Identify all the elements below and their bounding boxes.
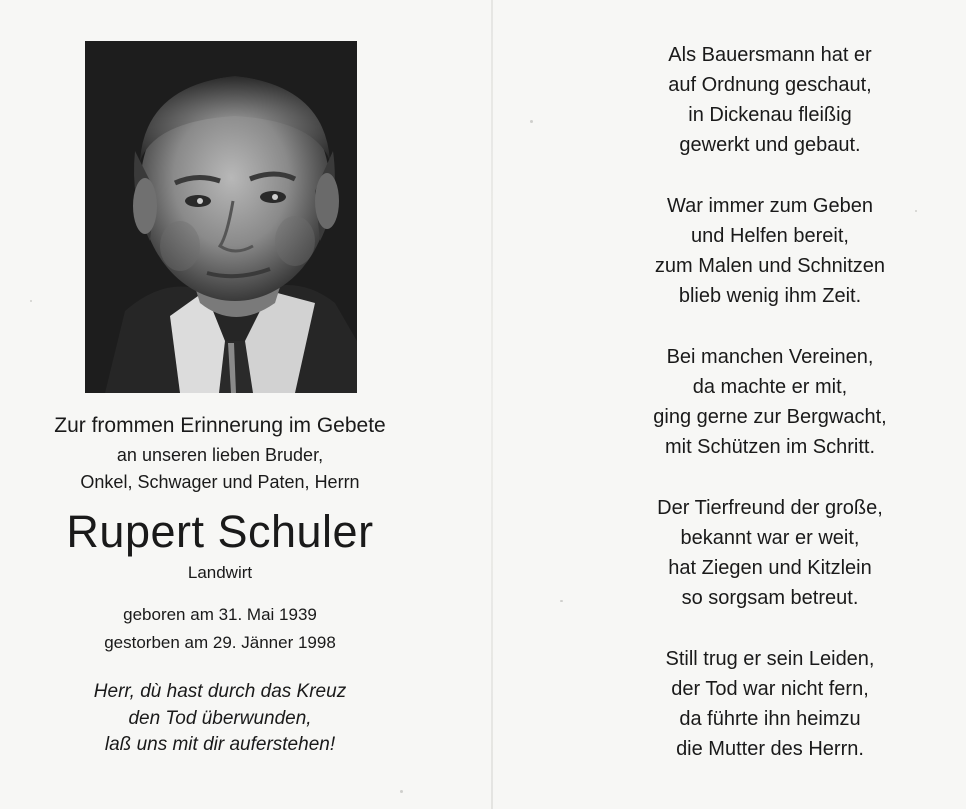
poem-line: zum Malen und Schnitzen xyxy=(654,255,886,277)
poem-stanza xyxy=(600,40,940,160)
left-panel xyxy=(0,0,440,809)
poem-line: in Dickenau fleißig xyxy=(688,104,852,126)
portrait-photo xyxy=(85,41,357,393)
poem-line: War immer zum Geben xyxy=(667,195,873,217)
poem-line: da machte er mit, xyxy=(692,376,848,398)
poem-stanza xyxy=(600,644,940,764)
paper-speck xyxy=(30,300,32,302)
poem-line: der Tod war nicht fern, xyxy=(671,678,869,700)
poem-line: Der Tierfreund der große, xyxy=(657,497,883,519)
paper-speck xyxy=(400,790,403,793)
poem-line: gewerkt und gebaut. xyxy=(679,134,861,156)
memorial-poem xyxy=(600,40,940,795)
poem-line: ging gerne zur Bergwacht, xyxy=(653,406,887,428)
death-date: gestorben am 29. Jänner 1998 xyxy=(104,633,336,652)
intro-line-2: an unseren lieben Bruder, xyxy=(116,445,324,465)
birth-date: geboren am 31. Mai 1939 xyxy=(123,605,317,624)
poem-stanza xyxy=(600,342,940,462)
occupation: Landwirt xyxy=(187,563,253,582)
intro-line-1: Zur frommen Erinnerung im Gebete xyxy=(54,414,386,437)
poem-line: und Helfen bereit, xyxy=(691,225,849,247)
prayer-line-3: laß uns mit dir auferstehen! xyxy=(104,734,336,755)
paper-speck xyxy=(915,210,917,212)
card-fold-line xyxy=(491,0,493,809)
paper-speck xyxy=(530,120,533,123)
poem-line: bekannt war er weit, xyxy=(680,527,860,549)
poem-stanza xyxy=(600,493,940,613)
poem-line: mit Schützen im Schritt. xyxy=(664,436,876,458)
poem-line: blieb wenig ihm Zeit. xyxy=(678,285,862,307)
paper-speck xyxy=(560,600,563,602)
poem-line: hat Ziegen und Kitzlein xyxy=(668,557,872,579)
deceased-name: Rupert Schuler xyxy=(66,506,374,557)
poem-line: auf Ordnung geschaut, xyxy=(668,74,872,96)
poem-line: Als Bauersmann hat er xyxy=(668,44,872,66)
poem-line: so sorgsam betreut. xyxy=(681,587,859,609)
poem-line: da führte ihn heimzu xyxy=(679,708,861,730)
poem-stanza xyxy=(600,191,940,311)
poem-line: Still trug er sein Leiden, xyxy=(665,648,875,670)
prayer-line-2: den Tod überwunden, xyxy=(128,708,312,729)
prayer-line-1: Herr, dù hast durch das Kreuz xyxy=(93,681,347,702)
intro-line-3: Onkel, Schwager und Paten, Herrn xyxy=(80,472,360,492)
poem-line: Bei manchen Vereinen, xyxy=(666,346,874,368)
poem-line: die Mutter des Herrn. xyxy=(676,738,864,760)
